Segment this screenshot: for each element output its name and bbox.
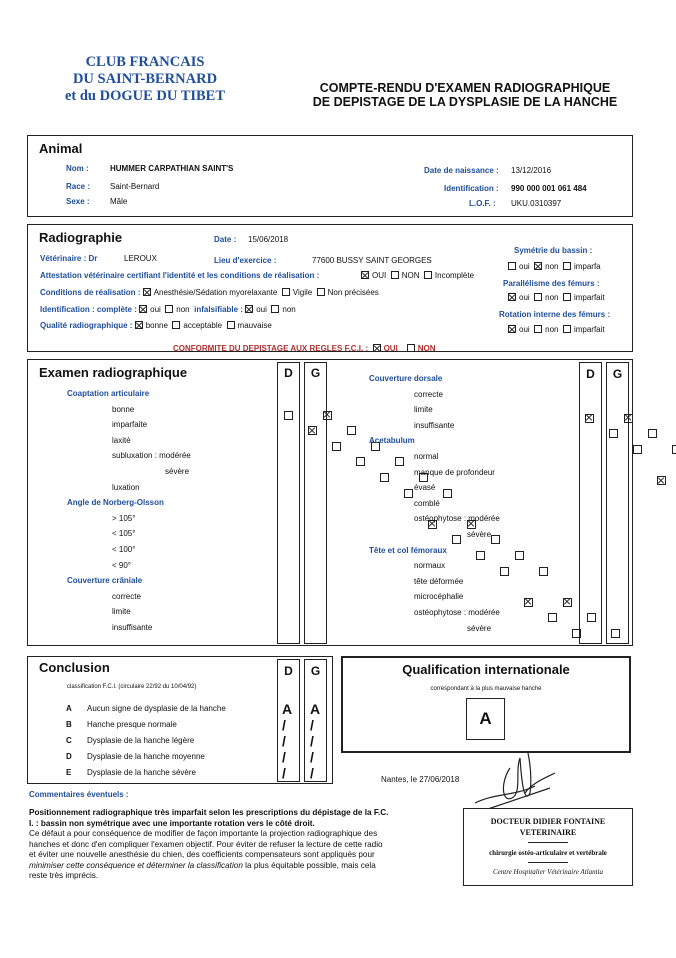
conclusion-text: Hanche presque normale — [87, 720, 177, 729]
checkbox[interactable] — [508, 325, 516, 333]
exam-checkbox-g[interactable] — [395, 457, 404, 466]
checkbox[interactable] — [227, 321, 235, 329]
exam-item-label: Coaptation articulaire — [67, 389, 150, 398]
attestation-options — [361, 271, 474, 280]
exam-item-label: sévère — [467, 530, 492, 539]
conclusion-d-value: / — [282, 749, 286, 765]
race-value: Saint-Bernard — [110, 182, 160, 191]
exam-checkbox-d[interactable] — [308, 426, 317, 435]
exam-item-label: microcéphalie — [414, 592, 464, 602]
comment-line — [29, 861, 449, 872]
option-imparfait: imparfait — [573, 325, 605, 334]
date-label: Date : — [214, 235, 237, 244]
rotation-label: Rotation interne des fémurs : — [499, 310, 611, 319]
exam-item-label: imparfaite — [112, 420, 148, 430]
exam-item-label: laxité — [112, 435, 131, 445]
qualification-note: correspondant à la plus mauvaise hanche — [430, 686, 542, 692]
column-g-header: G — [310, 366, 321, 380]
exam-item-label: > 105° — [112, 513, 136, 523]
dob-label: Date de naissance : — [424, 166, 499, 175]
checkbox[interactable] — [245, 305, 253, 313]
lieu-value: 77600 BUSSY SAINT GEORGES — [312, 256, 432, 265]
checkbox[interactable] — [534, 325, 542, 333]
exam-checkbox-g[interactable] — [648, 429, 657, 438]
option-acceptable: acceptable — [183, 321, 223, 330]
exam-item-label: Couverture crâniale — [67, 576, 143, 586]
comment-line: hanches et donc d'en compliquer l'examen objectif. Pour éviter de refuser la lecture de cette radio — [29, 839, 383, 849]
club-name — [40, 54, 250, 105]
exam-item-label: comblé — [414, 498, 440, 508]
checkbox[interactable] — [508, 293, 516, 301]
option-oui: OUI — [372, 271, 387, 280]
option-non: non — [282, 305, 296, 314]
comment-tail: la plus équitable possible, mais cela — [242, 860, 376, 870]
option-imparfait: imparfa — [573, 262, 601, 271]
exam-item-label: insuffisante — [112, 623, 153, 632]
checkbox[interactable] — [373, 344, 381, 352]
exam-checkbox-g[interactable] — [672, 445, 676, 454]
rotation-options — [508, 325, 605, 334]
nom-value: HUMMER CARPATHIAN SAINT'S — [110, 164, 234, 173]
exam-item-label: tête déformée — [414, 576, 464, 586]
checkbox[interactable] — [563, 325, 571, 333]
exam-checkbox-d[interactable] — [404, 489, 413, 498]
column-d-header: D — [586, 367, 595, 381]
document-title — [280, 81, 650, 109]
comment-line: Positionnement radiographique très imparfait selon les prescriptions du dépistage de la F.C. — [29, 808, 389, 817]
vet-label: Vétérinaire : Dr — [40, 254, 98, 263]
qualite-row — [40, 321, 272, 330]
nom-label: Nom : — [66, 164, 89, 173]
option-oui: oui — [519, 262, 530, 271]
checkbox[interactable] — [139, 305, 147, 313]
exam-checkbox-d[interactable] — [609, 429, 618, 438]
checkbox[interactable] — [135, 321, 143, 329]
comments-heading: Commentaires éventuels : — [29, 790, 129, 799]
date-value: 15/06/2018 — [248, 235, 289, 244]
conclusion-g-value: / — [310, 733, 314, 749]
exam-checkbox-g[interactable] — [611, 629, 620, 638]
checkbox[interactable] — [143, 288, 151, 296]
conclusion-letter: A — [66, 704, 72, 713]
exam-item-label: normaux — [414, 561, 446, 571]
conclusion-text: Dysplasie de la hanche moyenne — [87, 752, 205, 761]
exam-checkbox-d[interactable] — [633, 445, 642, 454]
option-non: NON — [401, 271, 420, 280]
lof-label: L.O.F. : — [469, 199, 496, 208]
checkbox[interactable] — [172, 321, 180, 329]
checkbox[interactable] — [271, 305, 279, 313]
vet-value: LEROUX — [124, 254, 157, 263]
checkbox[interactable] — [534, 293, 542, 301]
doctor-specialty: chirurgie ostéo-articulaire et vertébrale — [489, 849, 607, 857]
column-g-left — [304, 362, 327, 644]
option-imparfait: imparfait — [573, 293, 605, 302]
conclusion-text: Dysplasie de la hanche légère — [87, 736, 195, 745]
option-incomplete: Incomplète — [434, 271, 475, 280]
checkbox[interactable] — [391, 271, 399, 279]
conclusion-d-value: / — [282, 765, 286, 781]
option-oui: oui — [519, 293, 530, 302]
exam-checkbox-d[interactable] — [332, 442, 341, 451]
conclusion-g-value: A — [310, 701, 321, 717]
option-non: non — [176, 305, 190, 314]
exam-item-label: correcte — [112, 591, 141, 601]
sexe-label: Sexe : — [66, 197, 90, 206]
place-date: Nantes, le 27/06/2018 — [381, 775, 460, 784]
checkbox[interactable] — [534, 262, 542, 270]
conditions-label: Conditions de réalisation : — [40, 288, 141, 297]
option-anesthesie: Anesthésie/Sédation myorelaxante — [153, 288, 278, 297]
exam-checkbox-d[interactable] — [657, 476, 666, 485]
comment-line: I. : bassin non symétrique avec une importante rotation vers le côté droit. — [29, 818, 315, 828]
option-oui: oui — [519, 325, 530, 334]
option-oui: oui — [150, 305, 161, 314]
conditions-row — [40, 288, 379, 297]
parallelisme-options — [508, 293, 605, 302]
exam-checkbox-g[interactable] — [587, 613, 596, 622]
exam-item-label: limite — [112, 607, 131, 617]
exam-checkbox-g[interactable] — [443, 489, 452, 498]
lof-value: UKU.0310397 — [511, 199, 562, 208]
exam-item-label: Angle de Norberg-Olsson — [67, 498, 164, 508]
qualite-label: Qualité radiographique : — [40, 321, 133, 330]
id-value: 990 000 001 061 484 — [511, 184, 587, 193]
checkbox[interactable] — [165, 305, 173, 313]
exam-checkbox-d[interactable] — [500, 567, 509, 576]
exam-checkbox-g[interactable] — [491, 535, 500, 544]
option-bonne: bonne — [145, 321, 168, 330]
option-mauvaise: mauvaise — [237, 321, 272, 330]
conclusion-heading: Conclusion — [39, 660, 110, 675]
identification-row — [40, 305, 296, 314]
column-g-right — [606, 362, 629, 644]
exam-checkbox-d[interactable] — [585, 414, 594, 423]
examen-heading: Examen radiographique — [39, 365, 188, 380]
club-line: CLUB FRANCAIS — [85, 54, 205, 70]
exam-item-label: subluxation : modérée — [112, 451, 191, 461]
exam-item-label: manque de profondeur — [414, 467, 495, 477]
title-line: COMPTE-RENDU D'EXAMEN RADIOGRAPHIQUE — [319, 81, 611, 95]
checkbox[interactable] — [317, 288, 325, 296]
column-d-right — [579, 362, 602, 644]
option-non: NON — [417, 344, 436, 353]
conclusion-text: Dysplasie de la hanche sévère — [87, 768, 196, 777]
exam-item-label: correcte — [414, 389, 443, 399]
exam-checkbox-d[interactable] — [284, 411, 293, 420]
classification-note: classification F.C.I. (circulaire 22/92 du 10/04/92) — [67, 684, 197, 690]
exam-item-label: ostéophytose : modérée — [414, 608, 500, 617]
exam-item-label: normal — [414, 452, 439, 461]
exam-checkbox-g[interactable] — [347, 426, 356, 435]
animal-heading: Animal — [39, 141, 83, 156]
option-vigile: Vigile — [292, 288, 313, 297]
exam-item-label: luxation — [112, 482, 140, 492]
exam-item-label: sévère — [467, 623, 492, 633]
exam-item-label: sévère — [165, 467, 190, 476]
conformite-row — [173, 338, 435, 356]
exam-item-label: limite — [414, 405, 433, 415]
conclusion-g-value: / — [310, 749, 314, 765]
conclusion-letter: C — [66, 736, 72, 745]
parallelisme-label: Parallélisme des fémurs : — [503, 279, 600, 288]
exam-checkbox-d[interactable] — [524, 598, 533, 607]
checkbox[interactable] — [424, 271, 432, 279]
option-oui: OUI — [383, 344, 398, 353]
exam-checkbox-d[interactable] — [548, 613, 557, 622]
exam-checkbox-g[interactable] — [515, 551, 524, 560]
club-line: et du DOGUE DU TIBET — [64, 88, 226, 104]
id-label: Identification : — [444, 184, 499, 193]
exam-item-label: Acetabulum — [369, 436, 415, 446]
option-non: non — [545, 262, 559, 271]
club-line: DU SAINT-BERNARD — [72, 71, 218, 87]
exam-item-label: insuffisante — [414, 420, 455, 430]
symetrie-label: Symétrie du bassin : — [514, 246, 593, 255]
exam-checkbox-d[interactable] — [476, 551, 485, 560]
conclusion-d-value: / — [282, 733, 286, 749]
doctor-name: DOCTEUR DIDIER FONTAINE — [490, 817, 606, 826]
comment-line: et éviter une nouvelle anesthésie du chien, des coefficients compensateurs sont appliqués pour — [29, 850, 375, 859]
hospital-name: Centre Hospitalier Vétérinaire Atlantia — [493, 868, 603, 876]
conformite-label: CONFORMITE DU DEPISTAGE AUX REGLES F.C.I. : — [173, 344, 369, 353]
checkbox[interactable] — [563, 293, 571, 301]
race-label: Race : — [66, 182, 91, 191]
exam-checkbox-d[interactable] — [452, 535, 461, 544]
exam-checkbox-d[interactable] — [572, 629, 581, 638]
dob-value: 13/12/2016 — [511, 166, 552, 175]
exam-item-label: < 100° — [112, 545, 136, 554]
symetrie-options — [508, 262, 601, 271]
qualification-grade: A — [466, 698, 505, 740]
attestation-label: Attestation vétérinaire certifiant l'identité et les conditions de réalisation : — [40, 271, 320, 280]
exam-item-label: ostéophytose : modérée — [414, 514, 500, 524]
checkbox[interactable] — [361, 271, 369, 279]
conclusion-g-header: G — [310, 664, 321, 678]
exam-item-label: Tête et col fémoraux — [369, 545, 447, 555]
exam-checkbox-g[interactable] — [539, 567, 548, 576]
checkbox[interactable] — [282, 288, 290, 296]
comment-italic: minimiser cette conséquence et déterminer la classification — [29, 860, 243, 870]
exam-checkbox-g[interactable] — [624, 414, 633, 423]
conclusion-d-value: A — [282, 701, 293, 717]
conclusion-d-header: D — [284, 664, 293, 678]
exam-item-label: Couverture dorsale — [369, 374, 443, 383]
exam-item-label: < 105° — [112, 529, 136, 539]
option-oui: oui — [256, 305, 267, 314]
option-non: non — [545, 293, 559, 302]
ident-label: Identification : complète : — [40, 305, 137, 314]
conclusion-g-value: / — [310, 717, 314, 733]
comment-line: reste très imprécis. — [29, 871, 99, 880]
comments-body — [29, 808, 449, 882]
conclusion-d-value: / — [282, 717, 286, 733]
exam-item-label: évasé — [414, 483, 436, 493]
stamp — [463, 808, 633, 886]
qualification-heading: Qualification internationale — [402, 662, 570, 677]
lieu-label: Lieu d'exercice : — [214, 256, 277, 265]
conclusion-g-value: / — [310, 765, 314, 781]
title-line: DE DEPISTAGE DE LA DYSPLASIE DE LA HANCHE — [312, 95, 618, 109]
conclusion-letter: B — [66, 720, 72, 729]
exam-item-label: bonne — [112, 404, 135, 414]
column-d-left — [277, 362, 300, 644]
comment-line: Ce défaut a pour conséquence de modifier de façon importante la projection radiographique des — [29, 829, 378, 838]
exam-checkbox-g[interactable] — [323, 411, 332, 420]
exam-checkbox-d[interactable] — [380, 473, 389, 482]
exam-checkbox-g[interactable] — [563, 598, 572, 607]
option-non: non — [545, 325, 559, 334]
sexe-value: Mâle — [110, 197, 128, 206]
infalsifiable-label: infalsifiable : — [194, 305, 243, 314]
conclusion-text: Aucun signe de dysplasie de la hanche — [87, 704, 226, 713]
doctor-title: VETERINAIRE — [519, 828, 577, 837]
column-g-header: G — [612, 367, 623, 381]
radio-heading: Radiographie — [39, 230, 123, 245]
column-d-header: D — [284, 366, 293, 380]
checkbox[interactable] — [508, 262, 516, 270]
exam-checkbox-d[interactable] — [356, 457, 365, 466]
checkbox[interactable] — [563, 262, 571, 270]
checkbox[interactable] — [407, 344, 415, 352]
exam-item-label: < 90° — [112, 560, 131, 570]
conclusion-letter: E — [66, 768, 72, 777]
conclusion-letter: D — [66, 752, 72, 761]
option-non-precisees: Non précisées — [327, 288, 379, 297]
